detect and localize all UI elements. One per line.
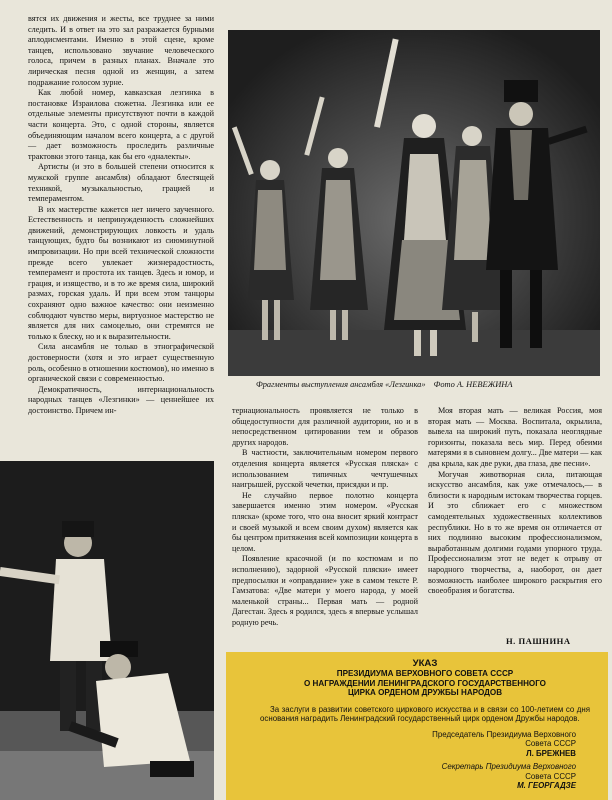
decree-heading-line-2: О НАГРАЖДЕНИИ ЛЕНИНГРАДСКОГО ГОСУДАРСТВЕННОГО: [304, 678, 546, 688]
article-column-left: [28, 14, 214, 417]
chairman-title-2: Совета СССР: [525, 739, 576, 749]
decree-title: УКАЗ: [412, 658, 438, 669]
secretary-name: М. ГЕОРГАДЗЕ: [517, 781, 576, 790]
paragraph: Моя вторая мать — великая Россия, моя вторая мать — Москва. Воспитала, окрылила, вывела на широкий путь, показала неоглядные горизонты, показала весь мир. Перед обеими матерями я в сыновнем долгу... Две матери — как два крыла, как две руки, два глаза, две песни».: [428, 406, 602, 468]
photo-caption: [256, 380, 576, 389]
decree-box: [226, 652, 608, 800]
paragraph: Могучая животворная сила, питающая искусство ансамбля, как уже отмечалось,— в близости к народным истокам творчества горцев. И это сближает его с множеством самодеятельных художественных коллективов республики. Но в то же время он отличается от них подлинно высоким профессионализмом, выработанным долгими годами упорного труда. Профессионализм этот не ведет к отрыву от народного творчества, а, наоборот, он дает возможность наиболее широкого раскрытия его своеобразия и богатства.: [428, 469, 602, 596]
paragraph: Появление красочной (и по костюмам и по исполнению), задорной «Русской пляски» имеет предпосылки и «оправдание» уже в самом тексте Р. Гамзатова: «Две матери у моего народа, у моей маленькой страны... Первая мать — родной Дагестан. Здесь я родился, здесь я впервые услышал родную речь.: [232, 554, 418, 627]
paragraph: Как любой номер, кавказская лезгинка в постановке Израилова сюжетна. Лезгинка или ее отдельные элементы присутствуют почти в каждой части концерта. Это, с одной стороны, является объединяющим началом всего концерта, а с другой — дает возможность проследить различные трактовки этого танца, как бы его «дналекты».: [28, 88, 214, 161]
secretary-title-1: Секретарь Президиума Верховного: [441, 762, 576, 772]
photo-credit: Фото А. НЕВЕЖИНА: [433, 380, 513, 389]
caption-text: Фрагменты выступления ансамбля «Лезгинка»: [256, 380, 426, 389]
chairman-name: Л. БРЕЖНЕВ: [526, 748, 576, 758]
paragraph: В их мастерстве кажется нет ничего заученного. Естественность и непринужденность сложнейших движений, демонстрирующих ловкость и удаль танцующих, будто бы возникают из сиюминутной импровизации. Но при всей технической сложности прежде всего увлекает жизнерадостность, темперамент и простота их танцев. Здесь и юмор, и грация, и изящество, и в то же время сила, широкий размах, горская удаль. И при всем этом танцоры сохраняют одно важное качество: они неизменно соблюдают чувство меры, виртуозное мастерство не является для них самоцелью, они стремятся не только к блеску, но и к выразительности.: [28, 204, 214, 341]
paragraph: Артисты (и это в большей степени относится к мужской группе ансамбля) обладают блестящей техникой, музыкальностью, грацией и темпераментом.: [28, 162, 214, 204]
paragraph: тернациональность проявляется не только в общедоступности для различной аудитории, но и в непосредственном цитировании тем и образов других народов.: [232, 406, 418, 447]
paragraph: В частности, заключительным номером первого отделения концерта является «Русская пляска» с использованием типичных чечтушечных наигрышей, русской чечетки, присядки и пр.: [232, 448, 418, 490]
paragraph: вятся их движения и жесты, все труднее за ними следить. И в ответ на это зал разражается бурными аплодисментами. Именно в этой сцене, кроме танцев, использовано звучание человеческого голоса, причем в разных планах. Вначале это лирическая песня одной из женщин, а затем подражание голосом зурне.: [28, 14, 214, 87]
paragraph: Не случайно первое полотно концерта завершается именно этим номером. «Русская пляска» (кроме того, что она вносит яркий контраст и своей музыкой и всем своим духом) является как бы центром притяжения всей композиции концерта в целом.: [232, 490, 418, 553]
decree-body: За заслуги в развитии советского циркового искусства и в связи со 100-летием со дня основания наградить Ленинградский государственный цирк орденом Дружбы народов.: [260, 704, 590, 724]
paragraph: Сила ансамбля не только в этнографической достоверности (хотя и это играет существенную роль, особенно в отношении костюмов), но именно в органической связи с современностью.: [28, 342, 214, 384]
decree-heading-line-1: ПРЕЗИДИУМА ВЕРХОВНОГО СОВЕТА СССР: [336, 669, 514, 678]
chairman-title-1: Председатель Президиума Верховного: [432, 729, 576, 739]
dance-photo-illustration: [228, 30, 600, 376]
author-signature: Н. ПАШНИНА: [506, 636, 571, 646]
decree-heading-line-3: ЦИРКА ОРДЕНОМ ДРУЖБЫ НАРОДОВ: [347, 688, 503, 698]
men-dancers-photo: [0, 461, 214, 800]
paragraph: Демократичность, интернациональность народных танцев «Лезгинки» — ценнейшее их достоинство. Причем ин-: [28, 384, 214, 415]
article-column-middle: [232, 406, 418, 628]
article-column-right: [428, 406, 602, 597]
men-dancers-illustration: [0, 461, 214, 800]
dance-photo-ensemble: [228, 30, 600, 376]
secretary-title-2: Совета СССР: [525, 771, 576, 781]
